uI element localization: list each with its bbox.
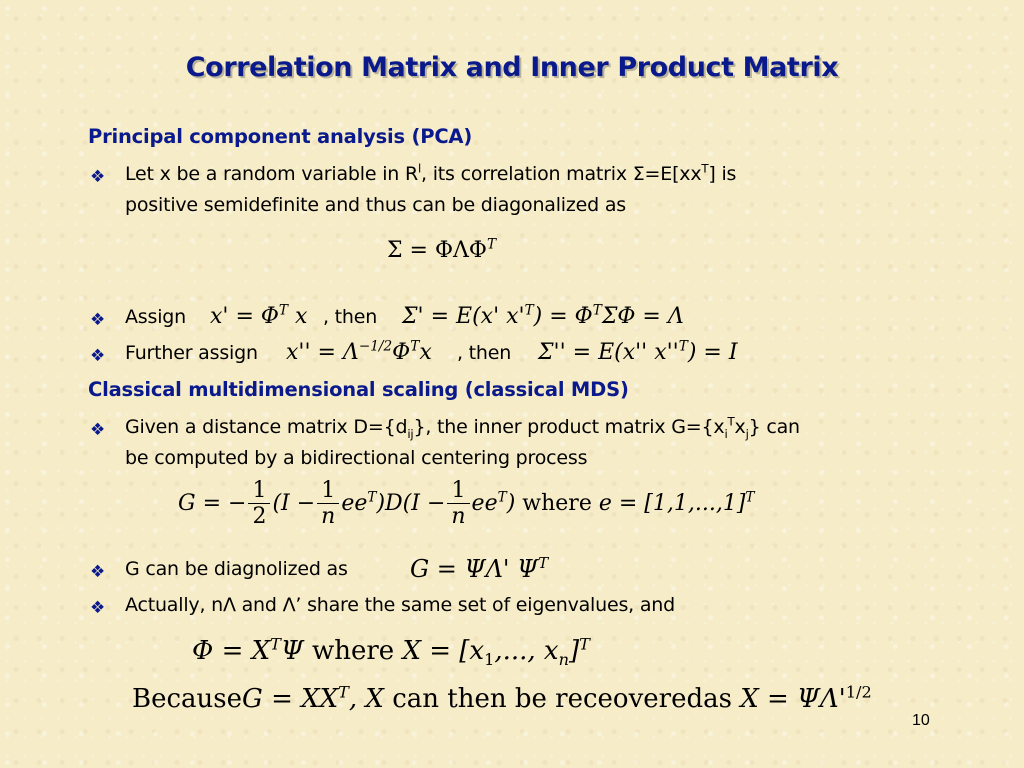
equation-sigma-prime: Σ' = E(x' $x'^T) = \Phi^T\Sigma\Phi = \Lambda$: [402, 302, 684, 329]
bullet-icon: ❖: [90, 310, 106, 330]
bullet-4-line-1: Given a distance matrix $D=\{d_{ij}\}$, the inner product matrix $G=\{x_i^Tx_j\}$ can: [125, 414, 800, 441]
equation-g-diagonalization: G = ΨΛ' $\Psi^T$: [410, 554, 549, 583]
bullet-1-line-2: positive semidefinite and thus can be diagonalized as: [125, 194, 626, 216]
bullet-2-then: , then: [323, 306, 378, 328]
equation-sigma-diagonalization: $\Sigma = \Phi\Lambda\Phi^T$: [387, 236, 497, 263]
bullet-5-label: G can be diagnolized as: [125, 558, 348, 580]
equation-recover-x: BecauseG = $XX^T$, X can then be receoveredas $X = \Psi\Lambda'^{1/2}$: [132, 682, 872, 714]
equation-double-centering: G = − $\frac{1}{2}$ (I − $\frac{1}{n}$ $ee^T)D(I$ − $\frac{1}{n}$ $ee^T$) where $e = [1,1,...,1]^T$: [178, 478, 755, 530]
page-number: 10: [912, 712, 930, 729]
equation-assign-x-prime: $x' = \Phi^T$ x: [210, 302, 308, 329]
bullet-2-label: Assign: [125, 306, 186, 328]
bullet-4-line-2: be computed by a bidirectional centering process: [125, 447, 588, 469]
bullet-icon: ❖: [90, 167, 106, 187]
pca-heading: Principal component analysis (PCA): [88, 125, 473, 148]
bullet-3-label: Further assign: [125, 342, 258, 364]
slide-title: Correlation Matrix and Inner Product Matrix: [185, 52, 839, 83]
equation-phi-relation: $\Phi = X^T\Psi$ where $X = [x_1$,..., $x_n]^T$: [192, 634, 590, 670]
equation-sigma-double-prime: Σ'' = E(x'' $x''^T) = I$: [538, 338, 738, 365]
bullet-icon: ❖: [90, 420, 106, 440]
equation-further-assign: $x'' = \Lambda^{-1/2}\Phi^Tx$: [286, 338, 432, 365]
bullet-6-label: Actually, nΛ and Λ’ share the same set of eigenvalues, and: [125, 594, 675, 616]
bullet-icon: ❖: [90, 598, 106, 618]
bullet-1-line-1: Let x be a random variable in $R^l$, its correlation matrix $\Sigma=E[xx^T]$ is: [125, 161, 737, 185]
bullet-icon: ❖: [90, 562, 106, 582]
mds-heading: Classical multidimensional scaling (classical MDS): [88, 378, 629, 401]
bullet-3-then: , then: [457, 342, 512, 364]
bullet-icon: ❖: [90, 346, 106, 366]
